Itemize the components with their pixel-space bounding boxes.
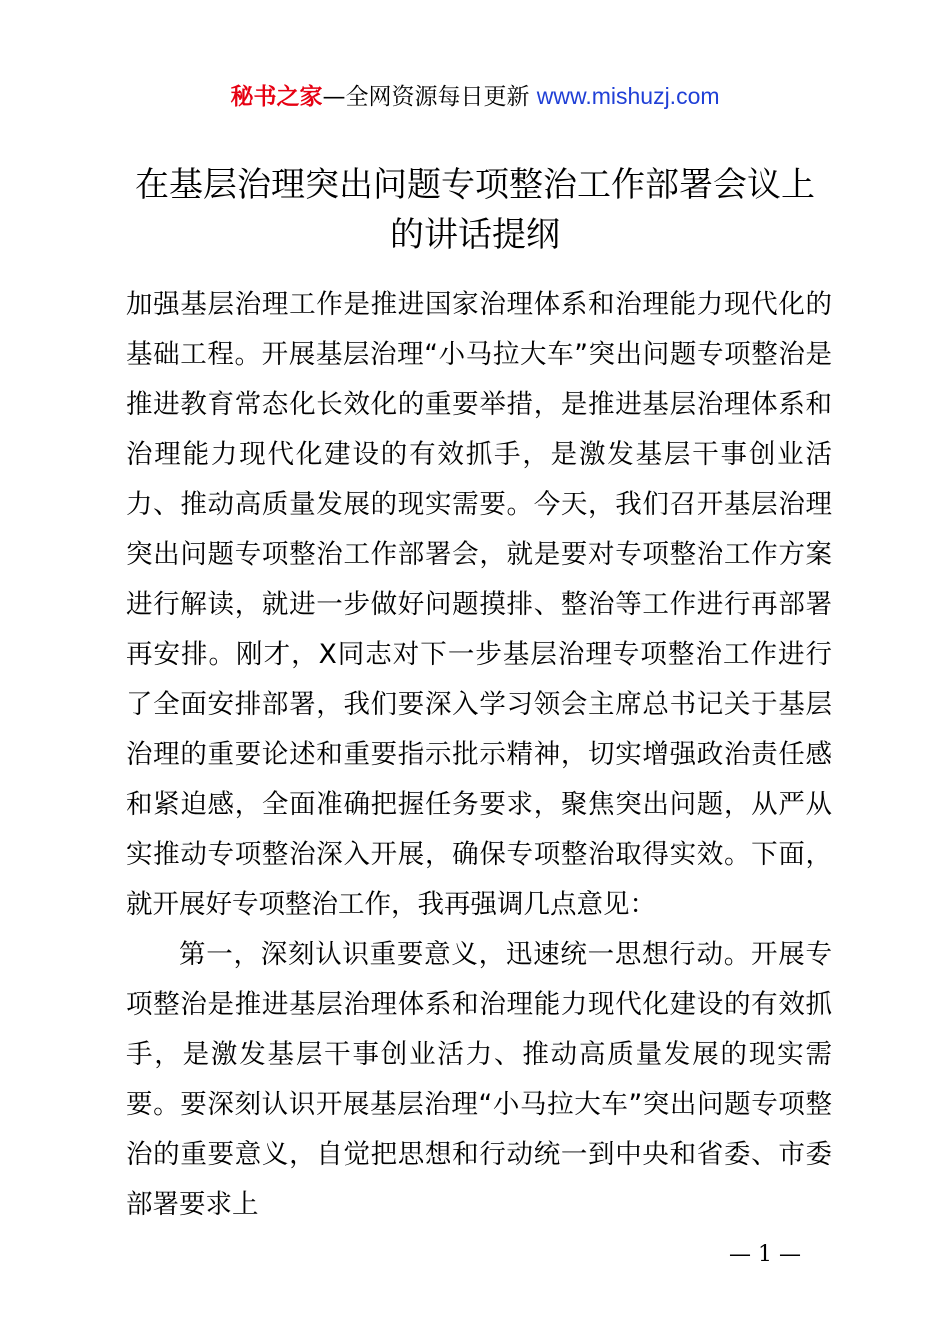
page-number: — 1 —	[729, 1242, 801, 1267]
document-body	[126, 280, 832, 1230]
document-title-line-1: 在基层治理突出问题专项整治工作部署会议上	[135, 165, 815, 205]
paragraph-intro: 加强基层治理工作是推进国家治理体系和治理能力现代化的基础工程。开展基层治理“小马拉大车”突出问题专项整治是推进教育常态化长效化的重要举措，是推进基层治理体系和治理能力现代化建设的有效抓手，是激发基层干事创业活力、推动高质量发展的现实需要。今天，我们召开基层治理突出问题专项整治工作部署会，就是要对专项整治工作方案进行解读，就进一步做好问题摸排、整治等工作进行再部署再安排。刚才，X同志对下一步基层治理专项整治工作进行了全面安排部署，我们要深入学习领会主席总书记关于基层治理的重要论述和重要指示批示精神，切实增强政治责任感和紧迫感，全面准确把握任务要求，聚焦突出问题，从严从实推动专项整治深入开展，确保专项整治取得实效。下面，就开展好专项整治工作，我再强调几点意见：	[126, 289, 832, 920]
site-header	[0, 80, 950, 113]
document-title-line-2: 的讲话提纲	[390, 215, 560, 255]
site-tagline: —全网资源每日更新	[322, 84, 530, 110]
paragraph-point-one: 第一，深刻认识重要意义，迅速统一思想行动。开展专项整治是推进基层治理体系和治理能力现代化建设的有效抓手，是激发基层干事创业活力、推动高质量发展的现实需要。要深刻认识开展基层治理“小马拉大车”突出问题专项整治的重要意义，自觉把思想和行动统一到中央和省委、市委部署要求上	[126, 939, 832, 1220]
site-brand: 秘书之家	[230, 84, 323, 110]
document-title	[100, 160, 850, 260]
site-url-link[interactable]: www.mishuzj.com	[536, 83, 720, 109]
